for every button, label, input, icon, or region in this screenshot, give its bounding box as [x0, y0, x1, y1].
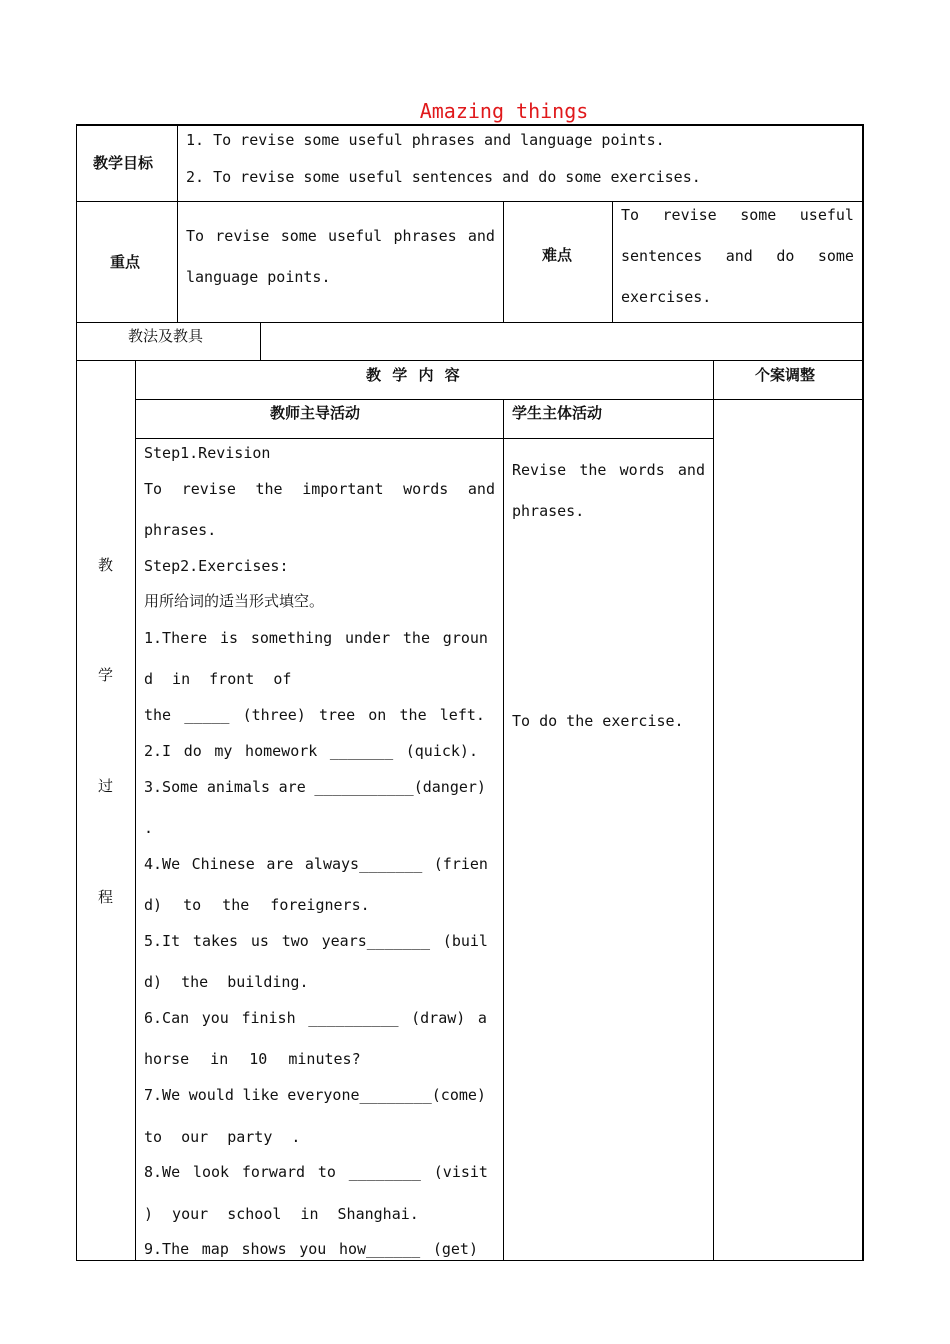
col-divider-difficulties: [612, 201, 613, 322]
teacher-line: ) your school in Shanghai.: [144, 1205, 419, 1223]
teacher-line: d) the building.: [144, 973, 309, 991]
teacher-line: to our party .: [144, 1128, 301, 1146]
process-label-char-3: 过: [98, 777, 114, 795]
teacher-line: horse in 10 minutes?: [144, 1050, 361, 1068]
methods-label: 教法及教具: [128, 327, 204, 345]
table-top-border: [76, 124, 864, 126]
table-left-border: [76, 124, 77, 1261]
row-divider-1: [76, 201, 864, 202]
teacher-line: 8.We look forward to ________ (visit: [144, 1163, 488, 1181]
teacher-line: 2.I do my homework _______ (quick).: [144, 742, 478, 760]
col-divider-activities: [503, 399, 504, 1260]
difficulties-line-3: exercises.: [621, 288, 712, 306]
teacher-line: 1.There is something under the groun: [144, 629, 488, 647]
teacher-line: phrases.: [144, 521, 217, 539]
teacher-line: 4.We Chinese are always_______ (frien: [144, 855, 488, 873]
teacher-line: d) to the foreigners.: [144, 896, 370, 914]
col-divider-methods: [260, 322, 261, 360]
key-points-line-1: To revise some useful phrases and: [186, 227, 495, 245]
teacher-line: d in front of: [144, 670, 292, 688]
process-label-char-4: 程: [98, 888, 114, 906]
objectives-label: 教学目标: [93, 154, 154, 172]
adjust-header: 个案调整: [755, 366, 816, 384]
row-divider-3: [76, 360, 864, 361]
teacher-line: 9.The map shows you how______ (get): [144, 1240, 478, 1258]
teacher-line: 7.We would like everyone________(come): [144, 1086, 486, 1104]
document-title: Amazing things: [419, 99, 589, 123]
teacher-line: Step1.Revision: [144, 444, 271, 462]
row-divider-4: [135, 399, 864, 400]
difficulties-label: 难点: [542, 246, 573, 264]
teacher-line: the _____ (three) tree on the left.: [144, 706, 485, 724]
content-header: 教 学 内 容: [366, 366, 460, 384]
teacher-line: Step2.Exercises:: [144, 557, 289, 575]
difficulties-line-1: To revise some useful: [621, 206, 854, 224]
table-right-border: [862, 124, 864, 1261]
row-divider-2: [76, 322, 864, 323]
col-divider-keypoints: [503, 201, 504, 322]
row-divider-5: [135, 438, 713, 439]
col-divider-adjust: [713, 360, 714, 1260]
student-line: To do the exercise.: [512, 712, 684, 730]
col-divider-process: [135, 360, 136, 1260]
key-points-label: 重点: [110, 253, 141, 271]
teacher-line: 3.Some animals are ___________(danger): [144, 778, 486, 796]
table-bottom-border: [76, 1260, 864, 1261]
student-line: phrases.: [512, 502, 585, 520]
col-divider-label: [177, 124, 178, 322]
key-points-line-2: language points.: [186, 268, 331, 286]
teacher-line: 用所给词的适当形式填空。: [144, 592, 325, 610]
process-label-char-1: 教: [98, 556, 114, 574]
difficulties-line-2: sentences and do some: [621, 247, 854, 265]
teacher-line: 5.It takes us two years_______ (buil: [144, 932, 488, 950]
teacher-line: To revise the important words and: [144, 480, 495, 498]
objective-item-1: 1. To revise some useful phrases and language points.: [186, 131, 665, 149]
student-header: 学生主体活动: [512, 404, 603, 422]
objective-item-2: 2. To revise some useful sentences and do some exercises.: [186, 168, 701, 186]
process-label-char-2: 学: [98, 666, 114, 684]
teacher-line: .: [144, 819, 154, 837]
teacher-line: 6.Can you finish __________ (draw) a: [144, 1009, 487, 1027]
teacher-header: 教师主导活动: [270, 404, 361, 422]
student-line: Revise the words and: [512, 461, 705, 479]
